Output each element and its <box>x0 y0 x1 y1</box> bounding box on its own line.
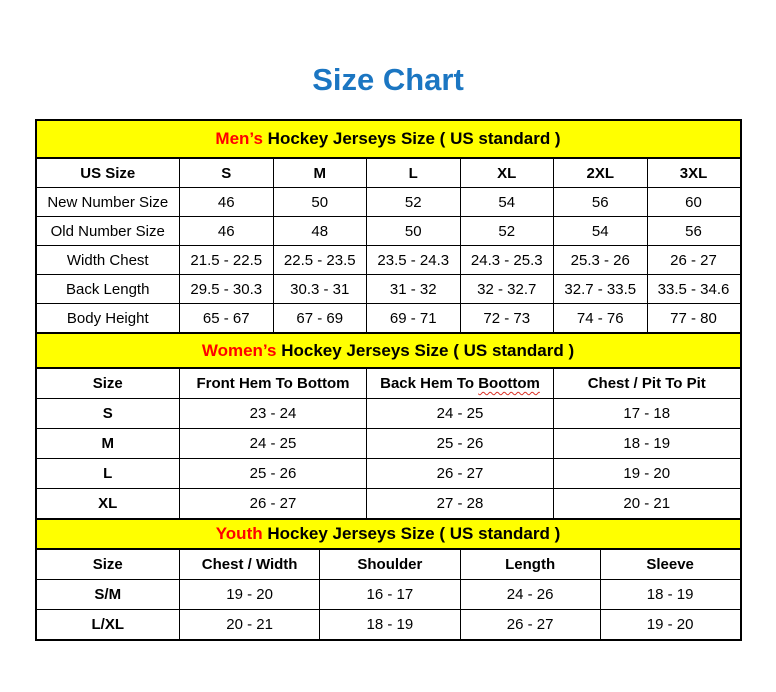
column-header: Length <box>460 549 600 580</box>
table-row <box>36 459 741 489</box>
row-label: M <box>36 429 180 459</box>
section-header-row <box>36 519 741 549</box>
row-label: Old Number Size <box>36 217 180 246</box>
size-value-cell: 56 <box>554 188 648 217</box>
size-value-cell: 32.7 - 33.5 <box>554 275 648 304</box>
size-value-cell: 19 - 20 <box>554 459 741 489</box>
column-header: US Size <box>36 158 180 188</box>
section-title-highlight: Men’s <box>215 129 263 148</box>
misspelled-word: Boottom <box>478 375 540 392</box>
column-header: Front Hem To Bottom <box>180 368 367 399</box>
table-row <box>36 304 741 334</box>
size-value-cell: 25.3 - 26 <box>554 246 648 275</box>
section-title-text: Hockey Jerseys Size ( US standard ) <box>262 524 561 543</box>
size-value-cell: 24 - 26 <box>460 580 600 610</box>
row-label: Back Length <box>36 275 180 304</box>
column-header-text: Back Hem To <box>380 375 479 392</box>
size-value-cell: 31 - 32 <box>367 275 461 304</box>
section-title-highlight: Women’s <box>201 340 277 360</box>
size-value-cell: 50 <box>273 188 367 217</box>
size-value-cell: 27 - 28 <box>367 489 554 520</box>
size-value-cell: 65 - 67 <box>180 304 274 334</box>
row-label: XL <box>36 489 180 520</box>
table-row <box>36 188 741 217</box>
column-header-row <box>36 368 741 399</box>
size-value-cell: 77 - 80 <box>647 304 741 334</box>
table-row <box>36 580 741 610</box>
size-value-cell: 26 - 27 <box>367 459 554 489</box>
column-header: M <box>273 158 367 188</box>
mens-size-table <box>35 119 742 334</box>
row-label: New Number Size <box>36 188 180 217</box>
size-value-cell: 72 - 73 <box>460 304 554 334</box>
section-title-text: Hockey Jerseys Size ( US standard ) <box>276 340 575 360</box>
size-value-cell: 19 - 20 <box>600 610 740 641</box>
size-value-cell: 24 - 25 <box>180 429 367 459</box>
table-row <box>36 489 741 520</box>
row-label: L <box>36 459 180 489</box>
section-title-text: Hockey Jerseys Size ( US standard ) <box>262 129 561 148</box>
table-row <box>36 217 741 246</box>
size-value-cell: 22.5 - 23.5 <box>273 246 367 275</box>
column-header: Chest / Width <box>180 549 320 580</box>
size-value-cell: 23.5 - 24.3 <box>367 246 461 275</box>
size-value-cell: 19 - 20 <box>180 580 320 610</box>
size-value-cell: 18 - 19 <box>554 429 741 459</box>
column-header: 2XL <box>554 158 648 188</box>
row-label: S <box>36 399 180 429</box>
size-value-cell: 17 - 18 <box>554 399 741 429</box>
column-header: Sleeve <box>600 549 740 580</box>
section-header-row <box>36 333 741 368</box>
womens-section-header <box>36 333 741 368</box>
column-header: 3XL <box>647 158 741 188</box>
youth-size-table <box>35 518 742 641</box>
size-value-cell: 69 - 71 <box>367 304 461 334</box>
size-value-cell: 25 - 26 <box>180 459 367 489</box>
section-title-highlight: Youth <box>215 524 263 543</box>
size-value-cell: 54 <box>554 217 648 246</box>
row-label: Width Chest <box>36 246 180 275</box>
size-value-cell: 74 - 76 <box>554 304 648 334</box>
size-value-cell: 46 <box>180 188 274 217</box>
size-value-cell: 52 <box>367 188 461 217</box>
size-value-cell: 21.5 - 22.5 <box>180 246 274 275</box>
column-header: Size <box>36 549 180 580</box>
section-header-row <box>36 120 741 158</box>
mens-section-header <box>36 120 741 158</box>
column-header: Shoulder <box>320 549 460 580</box>
column-header: L <box>367 158 461 188</box>
column-header <box>367 368 554 399</box>
size-value-cell: 24.3 - 25.3 <box>460 246 554 275</box>
column-header-row <box>36 549 741 580</box>
table-row <box>36 399 741 429</box>
size-value-cell: 30.3 - 31 <box>273 275 367 304</box>
column-header-row <box>36 158 741 188</box>
column-header: S <box>180 158 274 188</box>
size-value-cell: 56 <box>647 217 741 246</box>
table-row <box>36 610 741 641</box>
tables-container <box>35 119 742 641</box>
size-value-cell: 32 - 32.7 <box>460 275 554 304</box>
size-value-cell: 18 - 19 <box>600 580 740 610</box>
size-value-cell: 48 <box>273 217 367 246</box>
row-label: L/XL <box>36 610 180 641</box>
size-value-cell: 20 - 21 <box>554 489 741 520</box>
size-value-cell: 46 <box>180 217 274 246</box>
size-value-cell: 54 <box>460 188 554 217</box>
size-value-cell: 52 <box>460 217 554 246</box>
size-value-cell: 16 - 17 <box>320 580 460 610</box>
size-value-cell: 20 - 21 <box>180 610 320 641</box>
table-row <box>36 429 741 459</box>
size-value-cell: 26 - 27 <box>647 246 741 275</box>
size-value-cell: 25 - 26 <box>367 429 554 459</box>
size-value-cell: 26 - 27 <box>460 610 600 641</box>
table-row <box>36 275 741 304</box>
column-header: Chest / Pit To Pit <box>554 368 741 399</box>
size-value-cell: 60 <box>647 188 741 217</box>
column-header: XL <box>460 158 554 188</box>
row-label: S/M <box>36 580 180 610</box>
size-value-cell: 23 - 24 <box>180 399 367 429</box>
size-value-cell: 50 <box>367 217 461 246</box>
table-row <box>36 246 741 275</box>
size-value-cell: 29.5 - 30.3 <box>180 275 274 304</box>
size-value-cell: 26 - 27 <box>180 489 367 520</box>
size-value-cell: 18 - 19 <box>320 610 460 641</box>
size-value-cell: 24 - 25 <box>367 399 554 429</box>
womens-size-table <box>35 332 742 520</box>
size-value-cell: 67 - 69 <box>273 304 367 334</box>
youth-section-header <box>36 519 741 549</box>
column-header: Size <box>36 368 180 399</box>
row-label: Body Height <box>36 304 180 334</box>
page-title: Size Chart <box>312 62 464 97</box>
size-value-cell: 33.5 - 34.6 <box>647 275 741 304</box>
